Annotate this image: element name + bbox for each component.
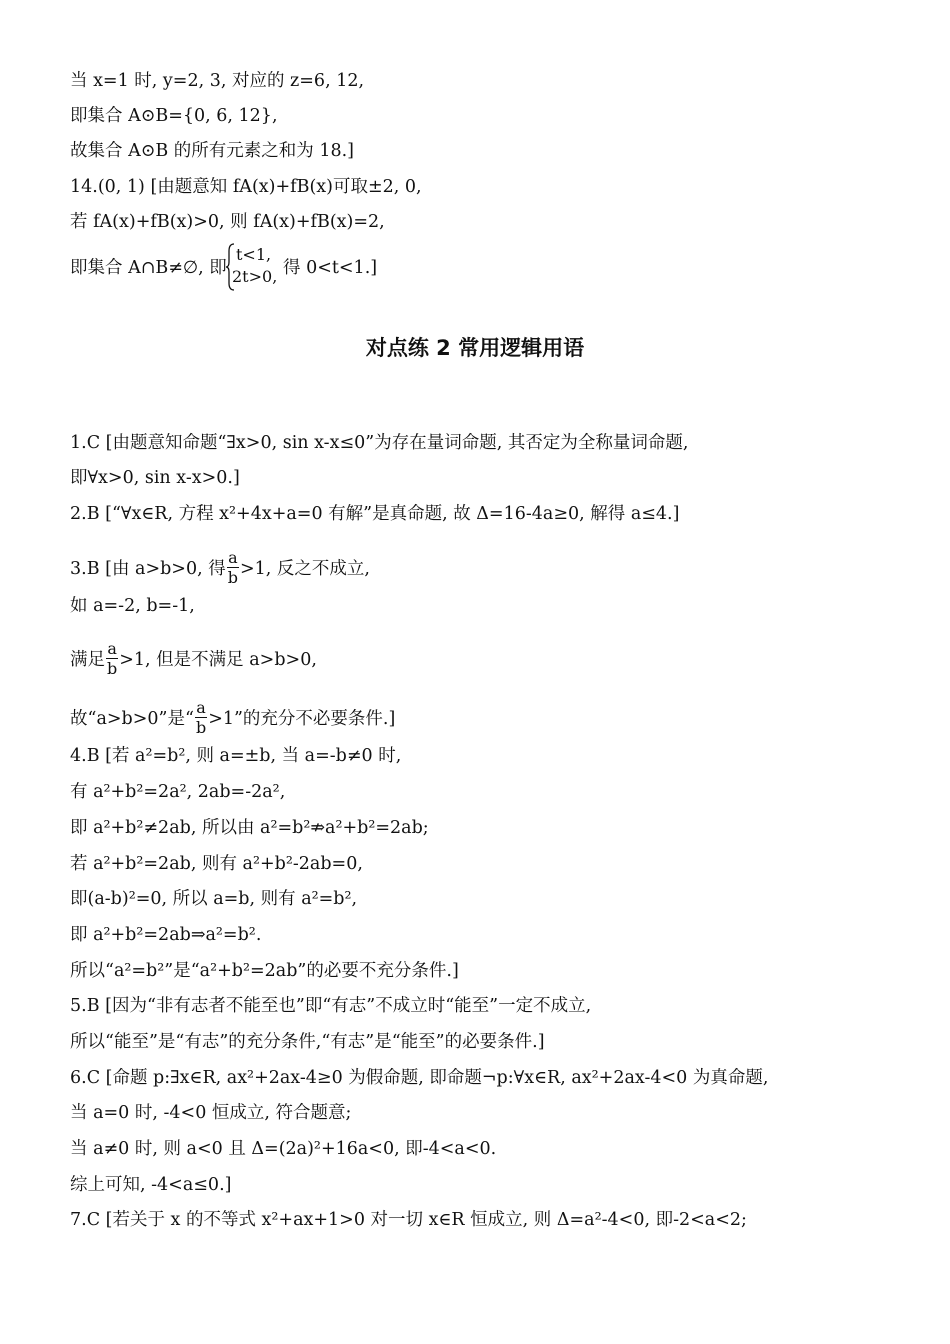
q3-prefix: 故“a>b>0”是“ [70, 709, 194, 729]
text-line: 若 fA(x)+fB(x)>0, 则 fA(x)+fB(x)=2, [70, 212, 385, 232]
section-title: 对点练 2 常用逻辑用语 [365, 336, 585, 360]
text-line: 当 a≠0 时, 则 a<0 且 Δ=(2a)²+16a<0, 即-4<a<0. [70, 1139, 497, 1159]
q3-prefix: 满足 [70, 650, 105, 670]
text-line-system-prefix: 即集合 A∩B≠∅, 即 [70, 258, 227, 278]
text-line: 1.C [由题意知命题“∃x>0, sin x-x≤0”为存在量词命题, 其否定为全称量词命题, [70, 433, 689, 453]
text-line: 即(a-b)²=0, 所以 a=b, 则有 a²=b², [70, 889, 358, 909]
fraction-numerator: a [196, 698, 206, 717]
text-line-q3-1 [70, 550, 370, 589]
text-line: 6.C [命题 p:∃x∈R, ax²+2ax-4≥0 为假命题, 即命题¬p:∀x∈R, ax²+2ax-4<0 为真命题, [70, 1068, 769, 1088]
q3-suffix: >1, 反之不成立, [239, 559, 370, 579]
text-line: 当 a=0 时, -4<0 恒成立, 符合题意; [70, 1103, 352, 1123]
text-line: 即 a²+b²=2ab⇒a²=b². [70, 925, 262, 945]
inequality-system [226, 243, 286, 289]
fraction-a-over-b [195, 698, 207, 737]
text-line-q3-3 [70, 641, 317, 680]
text-line: 即∀x>0, sin x-x>0.] [70, 468, 240, 488]
q3-suffix: >1”的充分不必要条件.] [208, 709, 396, 729]
system-row-1: t<1, [236, 245, 272, 264]
fraction-numerator: a [228, 548, 238, 567]
fraction-denominator: b [227, 568, 238, 587]
q3-suffix: >1, 但是不满足 a>b>0, [119, 650, 317, 670]
text-line: 故集合 A⊙B 的所有元素之和为 18.] [70, 141, 355, 161]
text-line: 即集合 A⊙B={0, 6, 12}, [70, 106, 278, 126]
text-line: 所以“a²=b²”是“a²+b²=2ab”的必要不充分条件.] [70, 961, 459, 981]
text-line: 即 a²+b²≠2ab, 所以由 a²=b²⇏a²+b²=2ab; [70, 818, 429, 838]
text-line: 5.B [因为“非有志者不能至也”即“有志”不成立时“能至”一定不成立, [70, 996, 592, 1016]
fraction-denominator: b [107, 659, 118, 678]
fraction-a-over-b [106, 639, 118, 678]
text-line-system-suffix: 得 0<t<1.] [283, 258, 378, 278]
fraction-a-over-b [227, 548, 239, 587]
fraction-denominator: b [195, 718, 207, 737]
text-line: 所以“能至”是“有志”的充分条件,“有志”是“能至”的必要条件.] [70, 1032, 545, 1052]
text-line: 若 a²+b²=2ab, 则有 a²+b²-2ab=0, [70, 854, 363, 874]
text-line-q3-4 [70, 700, 395, 739]
fraction-numerator: a [107, 639, 117, 658]
text-line: 4.B [若 a²=b², 则 a=±b, 当 a=-b≠0 时, [70, 746, 402, 766]
text-line: 7.C [若关于 x 的不等式 x²+ax+1>0 对一切 x∈R 恒成立, 则 Δ=a²-4<0, 即-2<a<2; [70, 1210, 747, 1230]
system-row-2: 2t>0, [232, 267, 278, 286]
text-line: 如 a=-2, b=-1, [70, 596, 195, 616]
text-line: 有 a²+b²=2a², 2ab=-2a², [70, 782, 286, 802]
text-line: 2.B [“∀x∈R, 方程 x²+4x+a=0 有解”是真命题, 故 Δ=16-4a≥0, 解得 a≤4.] [70, 504, 680, 524]
text-line: 当 x=1 时, y=2, 3, 对应的 z=6, 12, [70, 71, 365, 91]
text-line: 14.(0, 1) [由题意知 fA(x)+fB(x)可取±2, 0, [70, 177, 422, 197]
text-line: 综上可知, -4<a≤0.] [70, 1175, 232, 1195]
q3-prefix: 3.B [由 a>b>0, 得 [70, 559, 226, 579]
